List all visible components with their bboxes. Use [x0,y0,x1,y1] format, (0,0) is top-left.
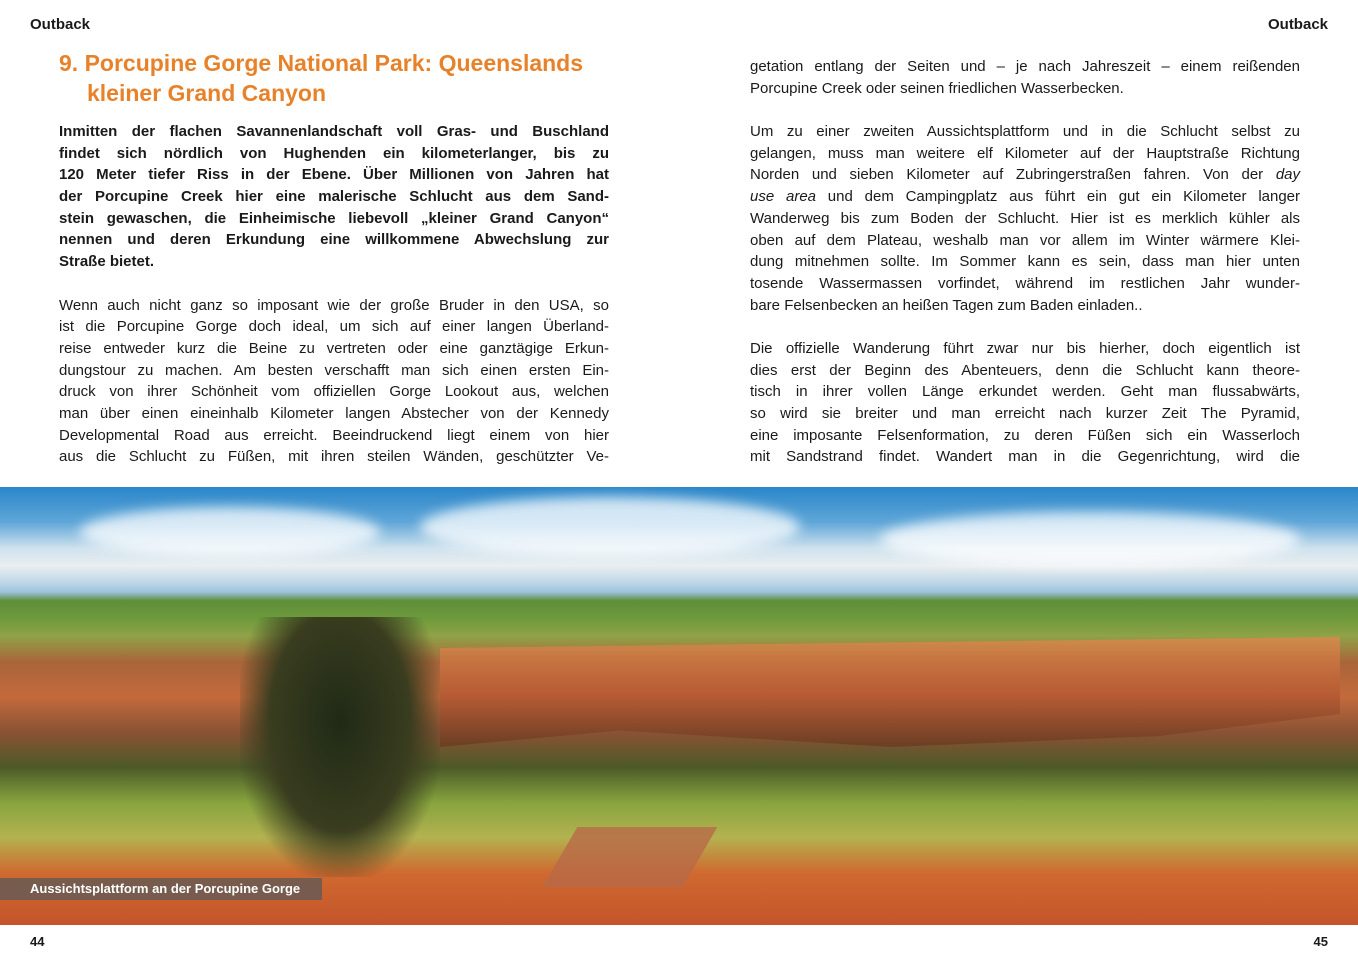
chapter-title-line2: kleiner Grand Canyon [87,80,327,106]
text-line: man über einen eineinhalb Kilometer langen Abstecher von der Kennedy [59,404,609,422]
text-line: nennen und deren Erkundung eine willkommene Abwechslung zur [59,231,609,249]
text-line: reise entweder kurz die Beine zu vertreten oder eine ganztägige Erkun- [59,339,609,357]
body-paragraph [59,295,609,469]
text-line: Wenn auch nicht ganz so imposant wie der große Bruder in den USA, so [59,296,609,314]
page-number-right: 45 [1313,934,1328,949]
text-line [750,164,1300,186]
text-segment: und dem Campingplatz aus führt ein gut ein Kilometer langer [816,188,1301,206]
photo-caption: Aussichtsplattform an der Porcupine Gorge [0,878,322,900]
text-line: oben auf dem Plateau, weshalb man vor allem im Winter wärmere Klei- [750,231,1300,249]
body-paragraph [750,121,1300,316]
text-line: stein gewaschen, die Einheimische liebevoll „kleiner Grand Canyon“ [59,209,609,227]
text-line: tosende Wassermassen vorfindet, während im restlichen Jahr wunder- [750,274,1300,292]
left-column [59,121,609,468]
text-line: Um zu einer zweiten Aussichtsplattform und in die Schlucht selbst zu [750,123,1300,141]
text-line: Die offizielle Wanderung führt zwar nur bis hierher, doch eigentlich ist [750,339,1300,357]
text-line: tisch in ihrer vollen Länge erkundet werden. Geht man flussabwärts, [750,383,1300,401]
text-line: 120 Meter tiefer Riss in der Ebene. Über Millionen von Jahren hat [59,166,609,184]
text-line: findet sich nördlich von Hughenden ein kilometerlanger, bis zu [59,144,609,162]
text-line: gelangen, muss man weitere elf Kilometer auf der Hauptstraße Richtung [750,144,1300,162]
running-header-right: Outback [1267,16,1328,33]
page-number-left: 44 [30,934,45,949]
text-line: dungstour zu machen. Am besten verschafft man sich einen ersten Ein- [59,361,609,379]
text-line: aus die Schlucht zu Füßen, mit ihren steilen Wänden, geschützter Ve- [59,448,609,466]
text-line: Inmitten der flachen Savannenlandschaft voll Gras- und Buschland [59,123,609,140]
text-line: bare Felsenbecken an heißen Tagen zum Baden einladen.. [750,296,1143,314]
running-header-left: Outback [30,16,91,33]
body-paragraph [750,338,1300,468]
text-line: Straße bietet. [59,253,155,271]
text-line: so wird sie breiter und man erreicht nach kurzer Zeit The Pyramid, [750,405,1300,422]
viewing-platform [543,827,718,887]
gorge-panorama-photo [0,487,1358,925]
chapter-title [59,48,583,108]
text-line: mit Sandstrand findet. Wandert man in die Gegenrichtung, wird die [750,448,1300,466]
right-column [750,56,1300,468]
text-line: Porcupine Creek oder seinen friedlichen Wasserbecken. [750,79,1124,97]
text-line: Wanderweg bis zum Boden der Schlucht. Hier ist es merklich kühler als [750,209,1300,227]
body-paragraph [750,56,1300,99]
chapter-title-line1: 9. Porcupine Gorge National Park: Queenslands [59,50,584,76]
text-line: der Porcupine Creek hier eine malerische Schlucht aus dem Sand- [59,188,609,206]
text-line: dies erst der Beginn des Abenteuers, denn die Schlucht kann theore- [750,361,1300,379]
text-segment: Norden und sieben Kilometer auf Zubringerstraßen fahren. Von der [750,166,1276,184]
text-line: Developmental Road aus erreicht. Beeindruckend liegt einem von hier [59,426,609,444]
text-line: dung mitnehmen sollte. Im Sommer kann es sein, dass man hier unten [750,253,1300,271]
text-line [750,186,1300,208]
text-line: eine imposante Felsenformation, zu deren Füßen sich ein Wasserloch [750,426,1300,444]
italic-term: day [1275,166,1300,184]
italic-term: use area [750,188,817,206]
text-line: druck von ihrer Schönheit vom offiziellen Gorge Lookout aus, welchen [59,383,609,401]
text-line: getation entlang der Seiten und – je nach Jahreszeit – einem reißenden [750,58,1300,75]
lead-paragraph [59,121,609,273]
text-line: ist die Porcupine Gorge doch ideal, um sich auf einer langen Überland- [59,318,609,336]
